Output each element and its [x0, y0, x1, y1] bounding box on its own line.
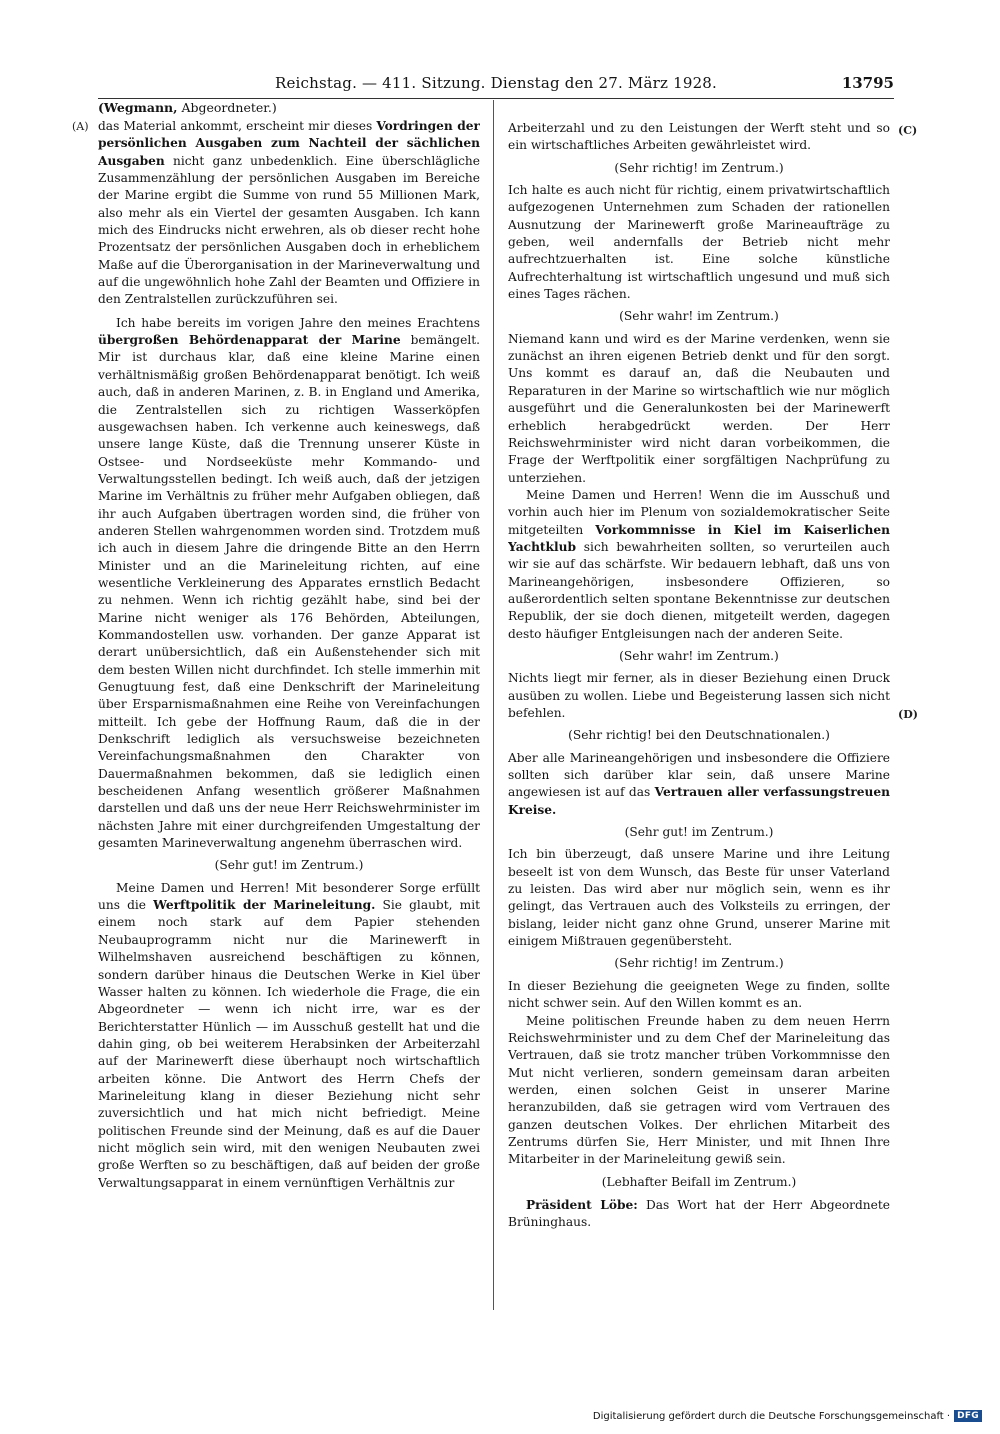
emphasis: übergroßen Behördenapparat der Marine	[98, 333, 401, 348]
speaker-role: Abgeordneter.)	[181, 100, 277, 115]
page-header	[98, 74, 894, 99]
column-divider	[493, 100, 494, 1310]
emphasis: Vorkommnisse in Kiel im Kaiserlichen Yachtklub	[508, 522, 890, 554]
speaker-line	[98, 100, 277, 115]
paragraph: Meine Damen und Herren! Wenn die im Ausschuß und vorhin auch hier im Plenum von sozialdemokratischer Seite mitgeteilten Vorkommnisse in Kiel im Kaiserlichen Yachtklub sich bewahrheiten sollten, so verurteilen auch wir sie auf das schärfste. Wir bedauern lebhaft, daß uns von Marineangehörigen, insbesondere Offizieren, so außerordentlich selten spontane Bekenntnisse zur deutschen Republik, der sie doch dienen, mitgeteilt werden, dagegen desto häufiger Entgleisungen nach der anderen Seite.	[508, 487, 890, 641]
paragraph: Niemand kann und wird es der Marine verdenken, wenn sie zunächst an ihren eigenen Betrieb denkt und für den sorgt. Uns kommt es darauf an, daß die Neubauten und Reparaturen in der Marine so wirtschaftlich wie nur möglich ausgeführt und die Generalunkosten bei der Marinewerft erheblich herabgedrückt werden. Der Herr Reichswehrminister wird nicht daran vorbeikommen, die Frage der Werftpolitik einer sorgfältigen Nachprüfung zu unterziehen.	[508, 331, 890, 485]
page-number: 13795	[841, 74, 894, 92]
margin-mark-d: (D)	[898, 708, 918, 721]
paragraph: Präsident Löbe: Das Wort hat der Herr Abgeordnete Brüninghaus.	[508, 1197, 890, 1230]
footer-text: Digitalisierung gefördert durch die Deutsche Forschungsgemeinschaft ·	[592, 1410, 951, 1422]
emphasis: Werftpolitik der Marineleitung.	[153, 898, 376, 913]
emphasis: Vordringen der persönlichen Ausgaben zum Nachteil der sächlichen Ausgaben	[98, 119, 480, 168]
interjection: (Sehr richtig! im Zentrum.)	[614, 160, 784, 175]
paragraph: das Material ankommt, erscheint mir dieses Vordringen der persönlichen Ausgaben zum Nachteil der sächlichen Ausgaben nicht ganz unbedenklich. Eine überschlägliche Zusammenzählung der persönlichen Ausgaben im Bereiche der Marine ergibt die Summe von rund 55 Millionen Mark, also mehr als ein Viertel der gesamten Ausgaben. Ich kann mich des Eindrucks nicht erwehren, als ob dieser recht hohe Prozentsatz der persönlichen Ausgaben doch in erheblichem Maße auf die Überorganisation in der Marineverwaltung und auf die ungewöhnlich hohe Zahl der Beamten und Offiziere in den Zentralstellen zurückzuführen sei.	[98, 119, 480, 307]
page-title: Reichstag. — 411. Sitzung. Dienstag den 27. März 1928.	[274, 74, 718, 92]
interjection: (Lebhafter Beifall im Zentrum.)	[601, 1174, 797, 1189]
speaker-name: (Wegmann,	[98, 100, 178, 115]
dfg-logo: DFG	[954, 1410, 982, 1422]
paragraph: In dieser Beziehung die geeigneten Wege zu finden, sollte nicht schwer sein. Auf den Willen kommt es an.	[508, 978, 890, 1011]
paragraph: Meine Damen und Herren! Mit besonderer Sorge erfüllt uns die Werftpolitik der Marineleitung. Sie glaubt, mit einem noch stark auf dem Papier stehenden Neubauprogramm nicht nur die Marinewerft in Wilhelmshaven ausreichend beschäftigen zu können, sondern darüber hinaus die Deutschen Werke in Kiel über Wasser halten zu können. Ich wiederhole die Frage, die ein Abgeordneter — wenn ich nicht irre, war es der Berichterstatter Hünlich — im Ausschuß gestellt hat und die dahin ging, ob bei weiterem Herabsinken der Arbeiterzahl auf der Marinewerft diese überhaupt noch wirtschaftlich arbeiten könne. Die Antwort des Herrn Chefs der Marineleitung klang in dieser Beziehung nicht sehr zuversichtlich und hat mich nicht befriedigt. Meine politischen Freunde sind der Meinung, daß es auf die Dauer nicht möglich sein wird, mit den wenigen Neubauten zwei große Werften so zu beschäftigen, daß auf beiden der große Verwaltungsapparat in einem vernünftigen Verhältnis zur	[98, 880, 480, 1190]
paragraph: Arbeiterzahl und zu den Leistungen der Werft steht und so ein wirtschaftliches Arbeiten gewährleistet wird.	[508, 121, 890, 153]
interjection: (Sehr richtig! bei den Deutschnationalen.)	[568, 728, 830, 743]
paragraph: Aber alle Marineangehörigen und insbesondere die Offiziere sollten sich darüber klar sein, daß unsere Marine angewiesen ist auf das Vertrauen aller verfassungstreuen Kreise.	[508, 750, 890, 817]
paragraph: Ich bin überzeugt, daß unsere Marine und ihre Leitung beseelt ist von dem Wunsch, das Beste für unser Vaterland zu leisten. Das wird aber nur möglich sein, wenn es ihr gelingt, das Vertrauen auch des Volksteils zu erringen, der bislang, leider nicht ganz ohne Grund, unserer Marine mit einigem Mißtrauen gegenübersteht.	[508, 847, 890, 949]
paragraph: Nichts liegt mir ferner, als in dieser Beziehung einen Druck ausüben zu wollen. Liebe und Begeisterung lassen sich nicht befehlen.	[508, 671, 890, 720]
interjection: (Sehr wahr! im Zentrum.)	[619, 309, 779, 324]
interjection: (Sehr gut! im Zentrum.)	[624, 825, 774, 840]
interjection: (Sehr richtig! im Zentrum.)	[614, 956, 784, 971]
emphasis: Vertrauen aller verfassungstreuen Kreise.	[508, 785, 890, 817]
left-column	[98, 118, 480, 1308]
margin-mark-a: (A)	[72, 120, 89, 133]
paragraph: Meine politischen Freunde haben zu dem neuen Herrn Reichswehrminister und zu dem Chef der Marineleitung das Vertrauen, daß sie trotz mancher trüben Vorkommnisse den Mut nicht verlieren, sondern gemeinsam daran arbeiten werden, einen solchen Geist in unserer Marine heranzubilden, daß sie getragen wird vom Vertrauen des ganzen deutschen Volkes. Der ehrlichen Mitarbeit des Zentrums dürfen Sie, Herr Minister, und mit Ihnen Ihre Mitarbeiter in der Marineleitung gewiß sein.	[508, 1013, 890, 1167]
interjection: (Sehr wahr! im Zentrum.)	[619, 648, 779, 663]
paragraph: Ich habe bereits im vorigen Jahre den meines Erachtens übergroßen Behördenapparat der Marine bemängelt. Mir ist durchaus klar, daß eine kleine Marine einen verhältnismäßig großen Behördenapparat benötigt. Ich weiß auch, daß in anderen Marinen, z. B. in England und Amerika, die Zentralstellen sich zu richtigen Wasserköpfen ausgewachsen haben. Ich verkenne auch keineswegs, daß unsere lange Küste, daß die Trennung unserer Küste in Ostsee- und Nordseeküste mehr Kommando- und Verwaltungsstellen bedingt. Ich weiß auch, daß der jetzigen Marine im Verhältnis zu früher mehr Aufgaben obliegen, daß ihr auch Aufgaben übertragen worden sind, die früher von anderen Stellen wahrgenommen worden sind. Trotzdem muß ich auch in diesem Jahre die dringende Bitte an den Herrn Minister und an die Marineleitung richten, auf eine wesentliche Verkleinerung des Apparates ernstlich Bedacht zu nehmen. Wenn ich richtig gezählt habe, sind bei der Marine nicht weniger als 176 Behörden, Abteilungen, Kommandostellen usw. vorhanden. Der ganze Apparat ist derart unübersichtlich, daß ein Außenstehender sich mit dem besten Willen nicht durchfindet. Ich stelle immerhin mit Genugtuung fest, daß eine Denkschrift der Marineleitung über Ersparnismaßnahmen eine Reihe von Vereinfachungen mitteilt. Ich gebe der Hoffnung Raum, daß die in der Denkschrift lediglich als versuchsweise bezeichneten Vereinfachungsmaßnahmen den Charakter von Dauermaßnahmen bekommen, daß sie lediglich einen bescheidenen Anfang wesentlich größerer Maßnahmen darstellen und daß uns der neue Herr Reichswehrminister im nächsten Jahre mit einer durchgreifenden Umgestaltung der gesamten Marineverwaltung angenehm überraschen wird.	[98, 315, 480, 851]
interjection: (Sehr gut! im Zentrum.)	[214, 858, 364, 873]
right-column	[508, 120, 890, 1300]
footer	[593, 1410, 982, 1422]
margin-mark-c: (C)	[898, 124, 918, 137]
emphasis: Präsident Löbe:	[526, 1197, 638, 1212]
paragraph: Ich halte es auch nicht für richtig, einem privatwirtschaftlich aufgezogenen Unternehmen zum Schaden der rationellen Ausnutzung der Marinewerft große Marineaufträge zu geben, weil andernfalls der Betrieb nicht mehr aufrechtzuerhalten ist. Eine solche künstliche Aufrechterhaltung ist wirtschaftlich ungesund und muß sich eines Tages rächen.	[508, 183, 890, 302]
